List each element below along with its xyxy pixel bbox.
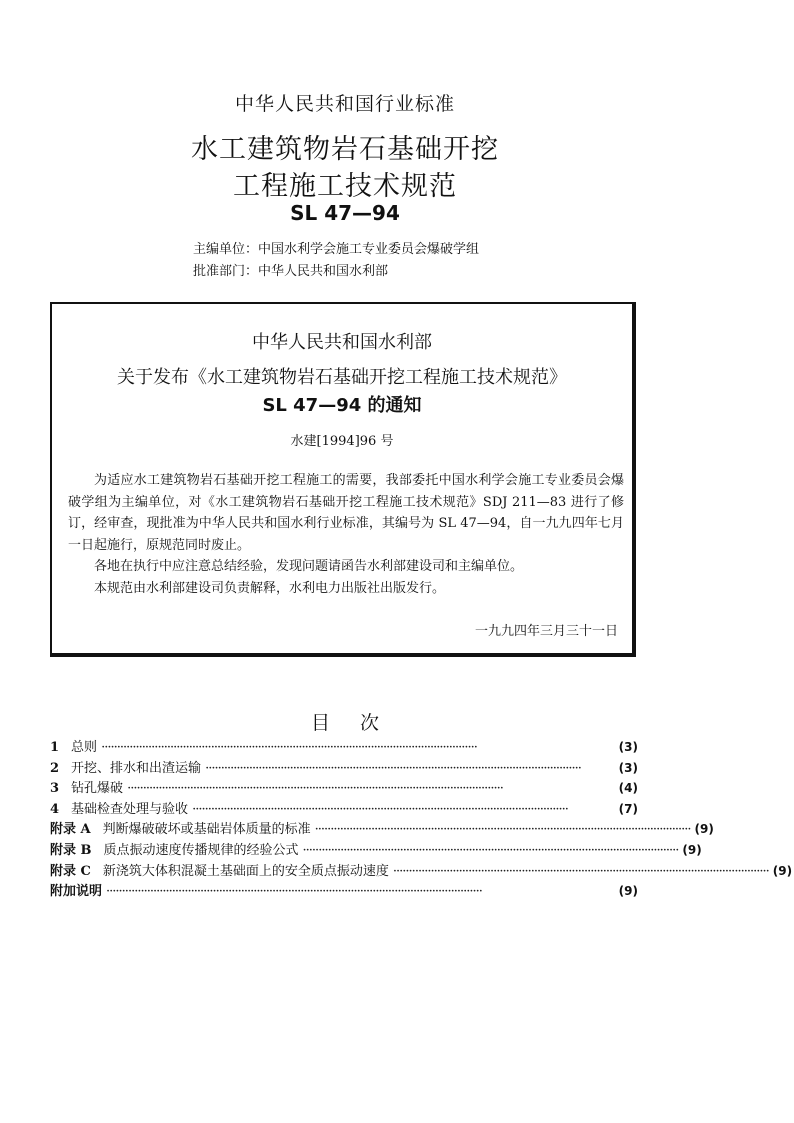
toc-item[interactable] (50, 777, 638, 798)
notice-issuer: 中华人民共和国水利部 (252, 332, 432, 353)
toc-item-number: 4 (50, 801, 60, 817)
toc-leader-dots: ························································································································ (127, 781, 503, 797)
notice-paragraph: 各地在执行中应注意总结经验，发现问题请函告水利部建设司和主编单位。 (94, 559, 524, 574)
toc-item-label: 钻孔爆破 (71, 781, 124, 797)
standard-title-line2: 工程施工技术规范 (233, 171, 457, 202)
notice-title-line1: 关于发布《水工建筑物岩石基础开挖工程施工技术规范》 (117, 367, 567, 388)
toc-item[interactable] (50, 798, 638, 819)
toc-item[interactable] (50, 757, 638, 778)
toc-item-label: 质点振动速度传播规律的经验公式 (103, 842, 299, 858)
toc-item-number: 1 (50, 740, 60, 755)
toc-item-number: 附录 A (50, 822, 91, 838)
toc-item-page: (4) (618, 781, 638, 796)
document-number: 水建[1994]96 号 (290, 434, 394, 449)
toc-item-label: 总则 (71, 740, 98, 755)
notice-paragraph: 本规范由水利部建设司负责解释，水利电力出版社出版发行。 (94, 580, 446, 596)
toc-item-label: 基础检查处理与验收 (71, 801, 189, 817)
toc-item-page: (3) (618, 760, 638, 775)
standard-title-line1: 水工建筑物岩石基础开挖 (191, 134, 499, 165)
toc-item-label: 开挖、排水和出渣运输 (71, 760, 202, 776)
toc-item[interactable] (50, 818, 714, 839)
toc-leader-dots: ························································································································ (314, 822, 691, 838)
toc-leader-dots: ························································································································ (192, 801, 568, 817)
standard-code: SL 47—94 (290, 201, 400, 225)
toc-item-label: 判断爆破破坏或基础岩体质量的标准 (102, 822, 311, 838)
toc-item-page: (9) (682, 842, 702, 857)
standard-category: 中华人民共和国行业标准 (234, 93, 455, 115)
table-of-contents (50, 736, 793, 901)
toc-leader-dots: ························································································································ (101, 740, 477, 755)
toc-item-page: (9) (618, 884, 638, 899)
toc-item-number: 2 (50, 760, 60, 776)
notice-box (50, 302, 636, 657)
toc-item-label: 附加说明 (50, 884, 103, 900)
toc-item-page: (7) (618, 801, 638, 816)
toc-item-number: 附录 B (50, 842, 92, 858)
toc-item-page: (9) (772, 863, 793, 878)
notice-body (68, 470, 624, 599)
toc-item-number: 3 (50, 781, 60, 797)
toc-item-page: (3) (618, 740, 638, 754)
notice-title-line2: SL 47—94 的通知 (262, 395, 422, 416)
toc-leader-dots: ························································································································ (106, 884, 482, 900)
toc-item-number: 附录 C (50, 863, 91, 879)
toc-leader-dots: ························································································································ (302, 842, 679, 858)
notice-date: 一九九四年三月三十一日 (474, 624, 618, 639)
notice-paragraph: 为适应水工建筑物岩石基础开挖工程施工的需要，我部委托中国水利学会施工专业委员会爆破学组为主编单位，对《水工建筑物岩石基础开挖工程施工技术规范》SDJ 211—83 进行了修订，经审查，现批准为中华人民共和国水利行业标准，其编号为 SL 47—94，自一九九四年七月一日起施行，原规范同时废止。 (68, 473, 624, 553)
editor-unit: 主编单位：中国水利学会施工专业委员会爆破学组 (193, 242, 480, 257)
toc-leader-dots: ························································································································ (392, 863, 769, 879)
toc-item-label: 新浇筑大体积混凝土基础面上的安全质点振动速度 (102, 863, 389, 879)
toc-item[interactable] (50, 839, 702, 860)
toc-item[interactable] (50, 880, 638, 901)
toc-item-page: (9) (694, 822, 714, 837)
approval-department: 批准部门：中华人民共和国水利部 (193, 264, 389, 279)
toc-item[interactable] (50, 860, 793, 881)
toc-leader-dots: ························································································································ (205, 760, 581, 776)
toc-title: 目次 (310, 712, 409, 734)
toc-item[interactable] (50, 736, 638, 757)
